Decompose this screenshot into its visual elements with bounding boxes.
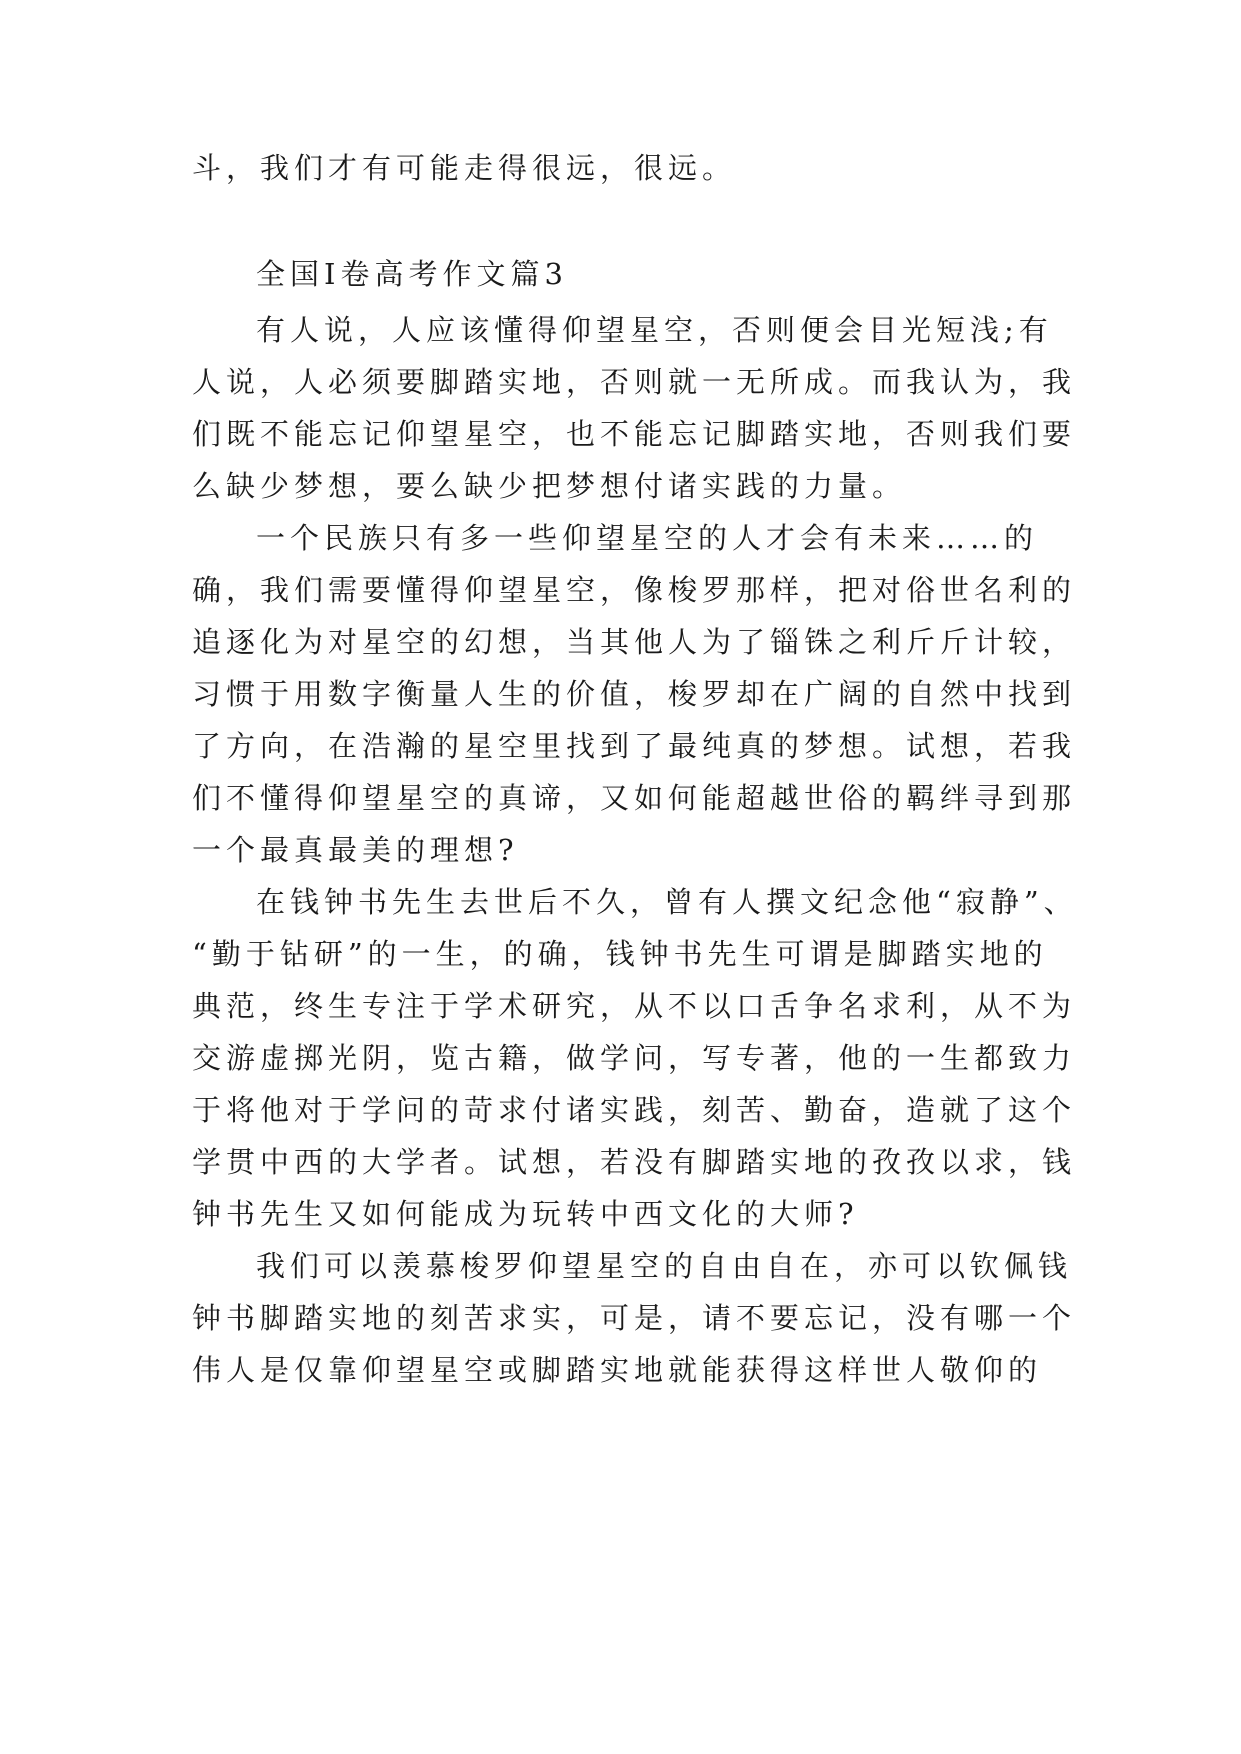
text-line: 学贯中西的大学者。试想，若没有脚踏实地的孜孜以求，钱 [192, 1145, 1077, 1179]
text-line: 们既不能忘记仰望星空，也不能忘记脚踏实地，否则我们要 [192, 417, 1077, 451]
section-title: 全国Ⅰ卷高考作文篇3 [256, 257, 568, 291]
text-line: 一个最真最美的理想? [192, 833, 519, 867]
text-line: 钟书先生又如何能成为玩转中西文化的大师? [192, 1197, 859, 1231]
text-line: 了方向，在浩瀚的星空里找到了最纯真的梦想。试想，若我 [192, 729, 1077, 763]
text-line: 钟书脚踏实地的刻苦求实，可是，请不要忘记，没有哪一个 [192, 1301, 1077, 1335]
text-line: 人说，人必须要脚踏实地，否则就一无所成。而我认为，我 [192, 365, 1077, 399]
text-line: 在钱钟书先生去世后不久，曾有人撰文纪念他“寂静”、 [256, 885, 1078, 919]
text-line: 有人说，人应该懂得仰望星空，否则便会目光短浅;有 [256, 313, 1053, 347]
text-line: 伟人是仅靠仰望星空或脚踏实地就能获得这样世人敬仰的 [192, 1353, 1043, 1387]
text-line: 习惯于用数字衡量人生的价值，梭罗却在广阔的自然中找到 [192, 677, 1077, 711]
text-line: 一个民族只有多一些仰望星空的人才会有未来……的 [256, 521, 1039, 555]
text-line: 我们可以羡慕梭罗仰望星空的自由自在，亦可以钦佩钱 [256, 1249, 1073, 1283]
text-line: 交游虚掷光阴，览古籍，做学问，写专著，他的一生都致力 [192, 1041, 1077, 1075]
text-line: 于将他对于学问的苛求付诸实践，刻苦、勤奋，造就了这个 [192, 1093, 1077, 1127]
text-line: 确，我们需要懂得仰望星空，像梭罗那样，把对俗世名利的 [192, 573, 1077, 607]
text-line: 们不懂得仰望星空的真谛，又如何能超越世俗的羁绊寻到那 [192, 781, 1077, 815]
text-line: 追逐化为对星空的幻想，当其他人为了锱铢之利斤斤计较， [192, 625, 1077, 659]
text-line: 么缺少梦想，要么缺少把梦想付诸实践的力量。 [192, 469, 907, 503]
text-line: “勤于钻研”的一生，的确，钱钟书先生可谓是脚踏实地的 [192, 937, 1048, 971]
continuation-line: 斗，我们才有可能走得很远，很远。 [192, 151, 737, 185]
text-line: 典范，终生专注于学术研究，从不以口舌争名求利，从不为 [192, 989, 1077, 1023]
